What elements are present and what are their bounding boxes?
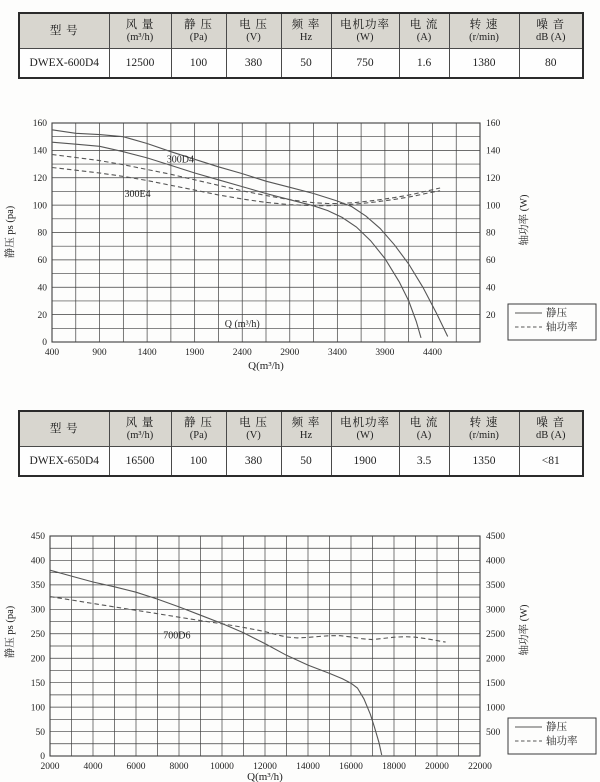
y-tick-label-right: 120 — [486, 173, 501, 184]
header-cell — [171, 13, 226, 49]
value-cell: 1380 — [449, 49, 519, 79]
x-tick-label: 3900 — [375, 348, 395, 358]
spec-table-2-head — [19, 411, 583, 447]
y-tick-label-right: 500 — [486, 727, 501, 738]
header-label: 频 率 — [291, 416, 321, 429]
y-tick-label-left: 350 — [30, 581, 45, 592]
header-cell — [109, 411, 171, 447]
y-tick-label-left: 100 — [30, 703, 45, 714]
header-cell — [281, 13, 331, 49]
header-unit: (A) — [416, 31, 432, 43]
value-cell: 100 — [171, 49, 226, 79]
inner-flow-label: Q (m³/h) — [224, 318, 260, 330]
grid — [50, 536, 480, 756]
fan-curve-chart-2 — [0, 520, 600, 782]
y-tick-label-left: 250 — [30, 629, 45, 640]
header-row — [19, 13, 583, 49]
y-tick-label-right: 1000 — [486, 703, 505, 714]
y-axis-right-title: 轴功率 (W) — [519, 194, 530, 246]
header-unit: Hz — [299, 429, 313, 441]
x-tick-label: 16000 — [339, 762, 363, 772]
grid — [52, 123, 480, 342]
curves — [52, 130, 448, 338]
y-tick-label-left: 80 — [37, 228, 47, 239]
header-unit: Hz — [299, 31, 313, 43]
header-label: 静 压 — [184, 18, 213, 31]
header-label: 噪 音 — [536, 416, 566, 429]
header-row — [19, 411, 583, 447]
y-tick-label-right: 4000 — [486, 556, 505, 567]
value-cell: 1900 — [331, 447, 399, 477]
y-tick-label-right: 2000 — [486, 654, 505, 665]
header-label: 风 量 — [125, 416, 155, 429]
y-tick-label-left: 400 — [30, 556, 45, 567]
x-tick-label: 22000 — [468, 762, 492, 772]
spec-table-1 — [18, 12, 584, 79]
spec-table-2-body — [19, 447, 583, 477]
y-axis-right-title: 轴功率 (W) — [519, 604, 530, 656]
x-tick-label: 8000 — [169, 762, 189, 772]
fan-curve-chart-1 — [0, 108, 600, 380]
y-tick-label-left: 450 — [30, 532, 45, 543]
model-cell: DWEX-600D4 — [19, 49, 109, 79]
value-cell: 50 — [281, 447, 331, 477]
curve-label: 300D4 — [166, 154, 195, 166]
y-tick-label-right: 20 — [486, 310, 496, 321]
header-label: 电机功率 — [340, 416, 390, 429]
x-tick-label: 12000 — [253, 762, 277, 772]
header-cell — [226, 13, 281, 49]
spec-table-2 — [18, 410, 584, 477]
legend — [508, 304, 596, 340]
y-tick-label-left: 140 — [32, 146, 47, 157]
x-tick-label: 400 — [44, 348, 60, 358]
legend — [508, 718, 596, 754]
y-tick-label-left: 160 — [32, 119, 47, 130]
legend-label: 轴功率 — [546, 322, 578, 333]
y-tick-label-right: 3500 — [486, 581, 505, 592]
header-label: 风 量 — [125, 18, 155, 31]
x-tick-label: 20000 — [425, 762, 449, 772]
x-tick-label: 4400 — [422, 348, 442, 358]
y-tick-label-left: 120 — [32, 173, 47, 184]
x-axis-title: Q(m³/h) — [248, 360, 284, 372]
y-tick-label-left: 150 — [30, 678, 45, 689]
y-axis-left-title: 静压 ps (pa) — [5, 605, 16, 659]
x-tick-label: 6000 — [126, 762, 146, 772]
y-tick-label-left: 100 — [32, 201, 47, 212]
y-tick-label-left: 0 — [42, 338, 47, 349]
header-label: 转 速 — [469, 416, 499, 429]
header-unit: (m³/h) — [126, 31, 154, 43]
header-label: 电 压 — [239, 18, 268, 31]
header-cell — [281, 411, 331, 447]
y-tick-label-left: 40 — [37, 283, 47, 294]
y-tick-label-left: 200 — [30, 654, 45, 665]
curve-static-pressure — [50, 570, 382, 755]
value-cell: 12500 — [109, 49, 171, 79]
curve-label: 700D6 — [163, 630, 191, 642]
header-cell — [19, 13, 109, 49]
curve-static-pressure — [52, 130, 448, 337]
value-cell: 380 — [226, 447, 281, 477]
header-unit: dB (A) — [536, 429, 566, 441]
value-cell: 50 — [281, 49, 331, 79]
x-tick-label: 900 — [92, 348, 107, 358]
curve-label: 300E4 — [124, 188, 151, 200]
header-unit: (W) — [356, 31, 374, 43]
header-unit: (V) — [246, 429, 261, 441]
header-cell — [331, 13, 399, 49]
header-unit: (Pa) — [189, 31, 208, 43]
x-tick-label: 10000 — [210, 762, 234, 772]
y-tick-label-left: 50 — [35, 727, 45, 738]
y-tick-label-right: 2500 — [486, 629, 505, 640]
header-unit: (Pa) — [189, 429, 208, 441]
header-unit: dB (A) — [536, 31, 566, 43]
x-tick-label: 1400 — [137, 348, 157, 358]
legend-label: 轴功率 — [546, 736, 578, 747]
header-cell — [519, 411, 583, 447]
legend-label: 静压 — [546, 722, 567, 733]
header-label: 电机功率 — [340, 18, 390, 31]
value-cell: 16500 — [109, 447, 171, 477]
x-axis-title: Q(m³/h) — [247, 771, 283, 782]
curve-shaft-power — [52, 168, 440, 206]
y-tick-label-left: 0 — [40, 752, 45, 763]
y-tick-label-right: 140 — [486, 146, 501, 157]
header-cell — [519, 13, 583, 49]
x-tick-label: 1900 — [185, 348, 205, 358]
header-label: 电 流 — [409, 18, 439, 31]
curves — [50, 570, 446, 755]
header-label: 噪 音 — [536, 18, 566, 31]
header-label: 转 速 — [469, 18, 499, 31]
y-tick-label-right: 80 — [486, 228, 496, 239]
model-cell: DWEX-650D4 — [19, 447, 109, 477]
header-cell — [19, 411, 109, 447]
header-cell — [171, 411, 226, 447]
header-unit: (m³/h) — [126, 429, 154, 441]
spec-table-1-head — [19, 13, 583, 49]
x-tick-label: 2900 — [280, 348, 300, 358]
value-cell: 100 — [171, 447, 226, 477]
legend-label: 静压 — [546, 308, 567, 319]
header-unit: (A) — [416, 429, 432, 441]
value-cell: 1350 — [449, 447, 519, 477]
header-cell — [226, 411, 281, 447]
header-cell — [449, 13, 519, 49]
y-axis-right-labels — [486, 532, 505, 738]
header-cell — [399, 411, 449, 447]
header-label: 型 号 — [49, 422, 79, 435]
header-cell — [449, 411, 519, 447]
data-row — [19, 49, 583, 79]
x-tick-label: 2400 — [232, 348, 252, 358]
value-cell: <81 — [519, 447, 583, 477]
header-cell — [331, 411, 399, 447]
y-tick-label-right: 160 — [486, 119, 501, 130]
header-label: 静 压 — [184, 416, 213, 429]
x-tick-label: 4000 — [83, 762, 103, 772]
spec-table-1-body — [19, 49, 583, 79]
value-cell: 1.6 — [399, 49, 449, 79]
y-tick-label-left: 20 — [37, 310, 47, 321]
y-tick-label-left: 60 — [37, 256, 47, 267]
x-axis-labels — [45, 348, 442, 358]
value-cell: 380 — [226, 49, 281, 79]
x-tick-label: 14000 — [296, 762, 320, 772]
y-axis-right-labels — [486, 119, 501, 321]
header-label: 型 号 — [49, 24, 79, 37]
y-tick-label-right: 3000 — [486, 605, 505, 616]
header-label: 电 压 — [239, 416, 268, 429]
header-unit: (r/min) — [469, 429, 499, 441]
header-unit: (r/min) — [469, 31, 499, 43]
header-label: 频 率 — [291, 18, 321, 31]
y-axis-left-labels — [33, 119, 48, 348]
x-tick-label: 3400 — [327, 348, 347, 358]
header-unit: (W) — [356, 429, 374, 441]
y-tick-label-right: 40 — [486, 283, 496, 294]
value-cell: 80 — [519, 49, 583, 79]
curve-shaft-power — [52, 155, 440, 204]
header-cell — [109, 13, 171, 49]
data-row — [19, 447, 583, 477]
x-tick-label: 2000 — [40, 762, 60, 772]
x-tick-label: 18000 — [382, 762, 406, 772]
y-tick-label-right: 100 — [486, 201, 501, 212]
y-tick-label-right: 4500 — [486, 532, 505, 543]
header-cell — [399, 13, 449, 49]
header-unit: (V) — [246, 31, 261, 43]
y-axis-left-labels — [31, 532, 46, 762]
value-cell: 750 — [331, 49, 399, 79]
y-tick-label-left: 300 — [30, 605, 45, 616]
y-tick-label-right: 1500 — [486, 678, 505, 689]
y-axis-left-title: 静压 ps (pa) — [5, 205, 16, 259]
header-label: 电 流 — [409, 416, 439, 429]
value-cell: 3.5 — [399, 447, 449, 477]
y-tick-label-right: 60 — [486, 256, 496, 267]
